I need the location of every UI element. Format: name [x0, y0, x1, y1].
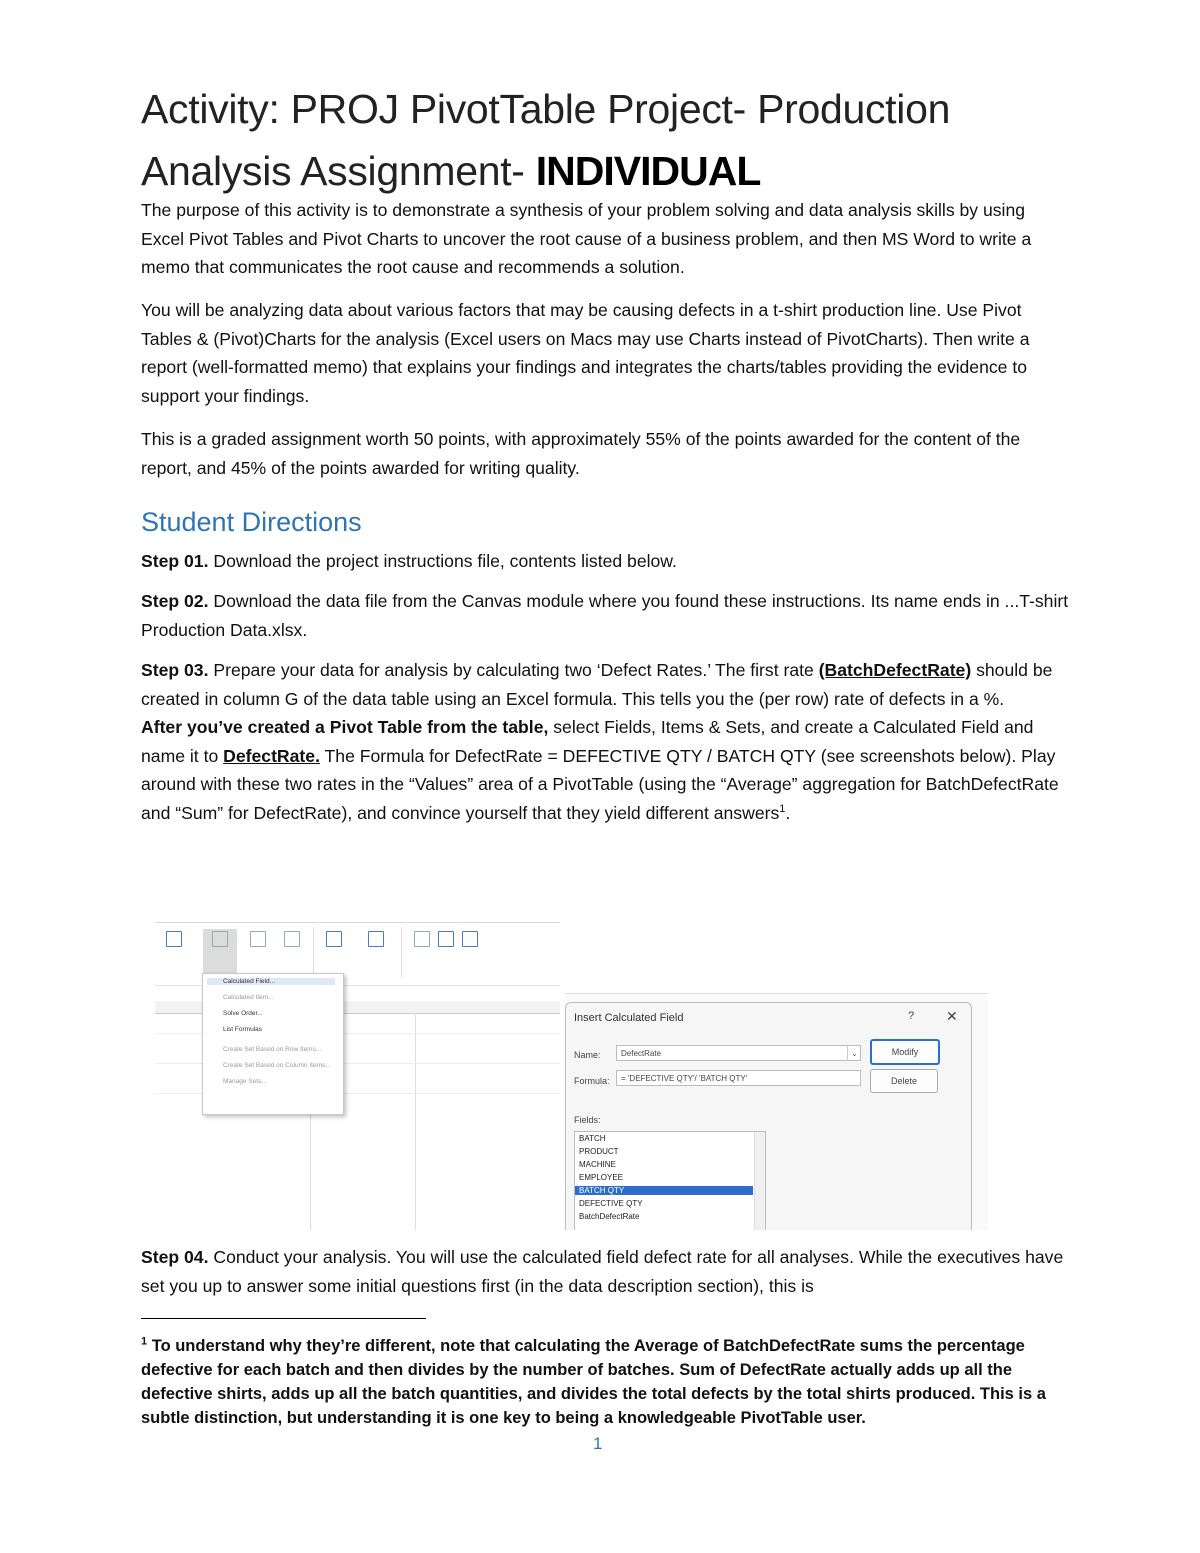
- page-number: 1: [593, 1434, 603, 1453]
- footnote-ref[interactable]: 1: [779, 802, 786, 815]
- pivotchart-button-icon: [317, 929, 351, 977]
- step-02-text: Download the data file from the Canvas module where you found these instructions. Its name ends in ...T-shirt Production Data.xlsx.: [141, 591, 1069, 640]
- field-item[interactable]: BATCH: [579, 1134, 606, 1143]
- step-03-text-d: The Formula for DefectRate = DEFECTIVE QTY / BATCH QTY (see screenshots below). Play around with these two rates in the “Values” area of a PivotTable (using the “Average” aggregation for BatchDefectRate and “Sum” for DefectRate), and convince yourself that they yield different answers: [141, 745, 1059, 823]
- step-02: [141, 587, 1071, 644]
- footnote-text: To understand why they’re different, note that calculating the Average of BatchDefectRate sums the percentage defective for each batch and then divides by the number of batches. Sum of DefectRate actually adds up all the defective shirts, adds up all the batch quantities, and divides the total defects by the total shirts produced. This is a subtle distinction, but understanding it is one key to being a knowledgeable PivotTable user.: [141, 1337, 1046, 1427]
- menu-list-formulas[interactable]: List Formulas: [223, 1026, 263, 1033]
- pivotchart-icon: [157, 929, 191, 977]
- formula-label: Formula:: [574, 1076, 610, 1086]
- step-03-text-a: Prepare your data for analysis by calculating two ‘Defect Rates.’ The first rate: [208, 660, 819, 680]
- name-field[interactable]: DefectRate: [616, 1045, 861, 1061]
- help-icon[interactable]: ?: [908, 1010, 915, 1022]
- title-individual: INDIVIDUAL: [535, 148, 761, 194]
- step-04-label: Step 04.: [141, 1247, 209, 1267]
- menu-solve-order[interactable]: Solve Order...: [223, 1010, 263, 1017]
- fields-label: Fields:: [574, 1115, 601, 1125]
- field-item[interactable]: MACHINE: [579, 1160, 616, 1169]
- step-01: [141, 547, 1071, 576]
- field-headers-icon: [453, 929, 487, 977]
- footnote-separator: [141, 1318, 426, 1319]
- title-line-1: Activity: PROJ PivotTable Project- Production: [141, 86, 951, 132]
- step-03-label: Step 03.: [141, 660, 209, 680]
- menu-create-set-columns[interactable]: Create Set Based on Column Items...: [223, 1062, 331, 1069]
- step-03: [141, 656, 1071, 827]
- batch-defect-rate-term: (BatchDefectRate): [818, 660, 972, 680]
- relationships-icon: [275, 929, 309, 977]
- field-item[interactable]: EMPLOYEE: [579, 1173, 624, 1182]
- ribbon-screenshot: [155, 922, 560, 1230]
- step-03-text-b: should be created in column G of the data table using an Excel formula. This tells you the (per row) rate of defects in a %.: [141, 660, 1053, 709]
- step-01-label: Step 01.: [141, 551, 209, 571]
- fields-scrollbar[interactable]: [754, 1132, 765, 1230]
- intro-text-1: The purpose of this activity is to demonstrate a synthesis of your problem solving and data analysis skills by using Excel Pivot Tables and Pivot Charts to uncover the root cause of a business problem, and then MS Word to write a memo that communicates the root cause and recommends a solution.: [141, 200, 1032, 277]
- formula-field[interactable]: = 'DEFECTIVE QTY'/ 'BATCH QTY': [616, 1070, 861, 1086]
- footnote: [141, 1334, 1061, 1430]
- step-04-text: Conduct your analysis. You will use the calculated field defect rate for all analyses. While the executives have set you up to answer some initial questions first (in the data description section), this is: [141, 1247, 1064, 1296]
- dialog-title: Insert Calculated Field: [574, 1012, 684, 1024]
- menu-manage-sets[interactable]: Manage Sets...: [223, 1078, 267, 1085]
- field-item[interactable]: PRODUCT: [579, 1147, 619, 1156]
- field-item[interactable]: BatchDefectRate: [579, 1212, 640, 1221]
- fields-items-sets-icon: [203, 929, 237, 977]
- footnote-marker: 1: [141, 1335, 148, 1348]
- document-title: [141, 78, 1081, 202]
- intro-paragraph-2: [141, 296, 1071, 410]
- step-01-text: Download the project instructions file, contents listed below.: [208, 551, 677, 571]
- intro-paragraph-1: [141, 196, 1071, 282]
- step-03-text-c: select Fields, Items & Sets, and create a Calculated Field and name it to: [141, 717, 1034, 766]
- delete-button[interactable]: Delete: [870, 1069, 938, 1093]
- field-item[interactable]: DEFECTIVE QTY: [579, 1199, 643, 1208]
- recommended-pivottables-icon: [359, 929, 393, 977]
- menu-create-set-rows[interactable]: Create Set Based on Row Items...: [223, 1046, 322, 1053]
- defect-rate-term: DefectRate.: [223, 745, 320, 766]
- name-label: Name:: [574, 1050, 601, 1060]
- menu-calculated-field[interactable]: Calculated Field...: [207, 978, 335, 985]
- section-heading: Student Directions: [141, 507, 362, 537]
- menu-calculated-item[interactable]: Calculated Item...: [223, 994, 274, 1001]
- modify-button[interactable]: Modify: [870, 1039, 940, 1065]
- dialog-screenshot: [565, 993, 988, 1230]
- insert-calculated-field-dialog: [565, 1002, 972, 1230]
- olap-tools-icon: [241, 929, 275, 977]
- step-03-bold: After you’ve created a Pivot Table from the table,: [141, 717, 549, 737]
- fields-items-sets-menu: [202, 973, 344, 1115]
- field-item-selected[interactable]: BATCH QTY: [575, 1186, 753, 1195]
- intro-text-2: You will be analyzing data about various factors that may be causing defects in a t-shirt production line. Use Pivot Tables & (Pivot)Charts for the analysis (Excel users on Macs may use Charts instead of PivotCharts). Then write a report (well-formatted memo) that explains your findings and integrates the charts/tables providing the evidence to support your findings.: [141, 300, 1030, 406]
- fields-listbox[interactable]: [574, 1131, 766, 1230]
- title-line-2-prefix: Analysis Assignment-: [141, 148, 536, 194]
- intro-text-3: This is a graded assignment worth 50 points, with approximately 55% of the points awarded for the content of the report, and 45% of the points awarded for writing quality.: [141, 429, 1021, 478]
- chevron-down-icon[interactable]: ⌄: [847, 1046, 861, 1061]
- close-icon[interactable]: ✕: [946, 1008, 958, 1024]
- step-02-label: Step 02.: [141, 591, 209, 611]
- title-line-2: [141, 140, 1081, 202]
- step-04: [141, 1243, 1071, 1300]
- step-03-end: .: [785, 802, 791, 823]
- intro-paragraph-3: [141, 425, 1071, 482]
